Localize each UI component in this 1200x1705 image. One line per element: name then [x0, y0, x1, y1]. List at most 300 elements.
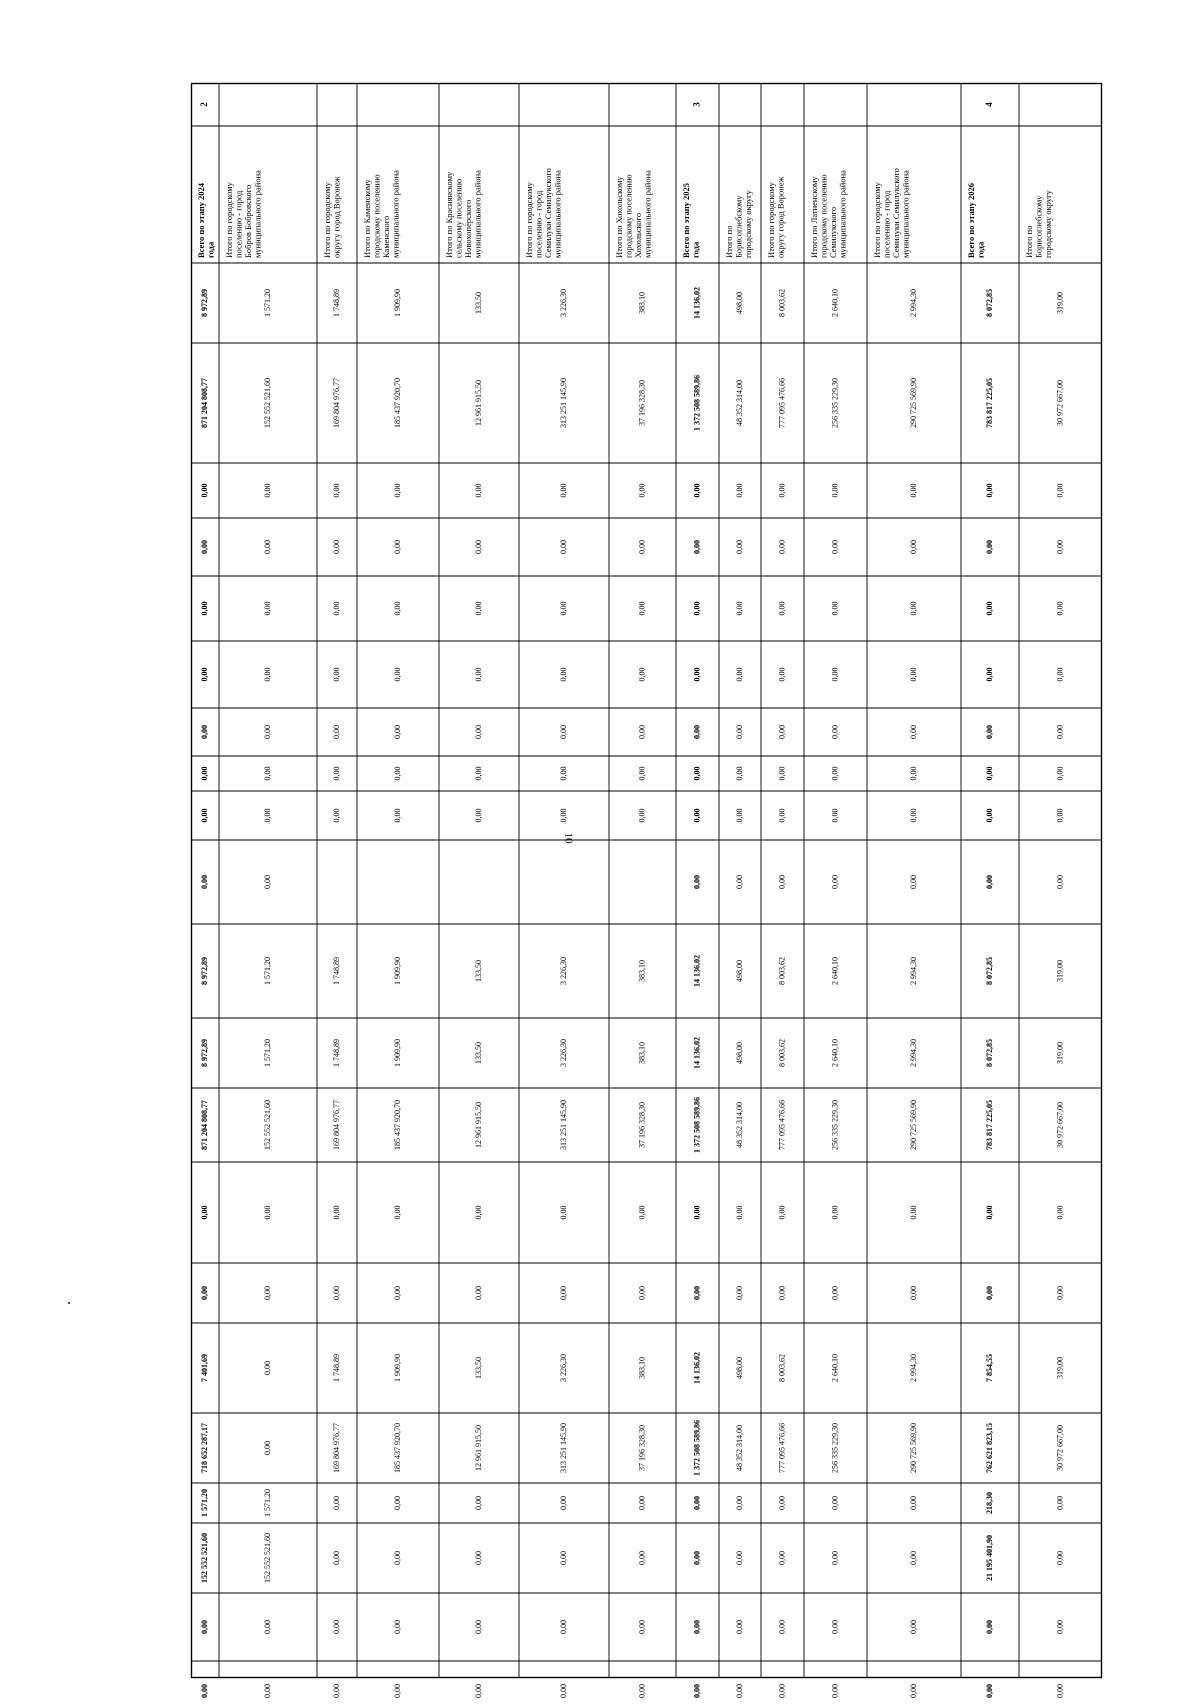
cell-value: 0,00 [392, 1551, 402, 1565]
cell-value: 0,00 [1055, 1496, 1065, 1510]
cell-value: 783 817 225,05 [984, 1100, 994, 1150]
cell-value: 0,00 [777, 1205, 787, 1220]
cell-value: 2 640,10 [830, 1039, 840, 1067]
cell-value: 48 352 314,00 [734, 1102, 744, 1148]
cell-value: 0,00 [262, 1620, 272, 1634]
cell-value: 169 804 976,77 [331, 1100, 341, 1150]
cell-value: 0,00 [692, 601, 702, 616]
table-border [192, 84, 1102, 1678]
cell-value: 0,00 [830, 1205, 840, 1220]
cell-value: 0,00 [199, 875, 209, 889]
cell-value: 3 226,30 [558, 957, 568, 985]
row-label-line: городскому округу [743, 190, 753, 258]
cell-value: 0,00 [558, 667, 568, 682]
cell-value: 0,00 [1055, 601, 1065, 616]
cell-value: 498,00 [734, 960, 744, 982]
cell-value: 0,00 [473, 766, 483, 781]
cell-value: 8 072,85 [984, 1039, 994, 1067]
cell-value: 0,00 [908, 1620, 918, 1634]
cell-value: 498,00 [734, 1357, 744, 1379]
cell-value: 0,00 [262, 483, 272, 498]
cell-value: 313 251 145,90 [558, 378, 568, 428]
cell-value: 0,00 [262, 766, 272, 781]
cell-value: 0,00 [199, 808, 209, 823]
cell-value: 0,00 [392, 540, 402, 554]
cell-value: 0,00 [331, 1205, 341, 1220]
cell-value: 0,00 [734, 1551, 744, 1565]
cell-value: 0,00 [637, 483, 647, 498]
cell-value: 0,00 [392, 483, 402, 498]
cell-value: 12 961 915,50 [473, 380, 483, 426]
cell-value: 0,00 [473, 483, 483, 498]
cell-value: 2 640,10 [830, 289, 840, 317]
cell-value: 0,00 [830, 1684, 840, 1698]
cell-value: 0,00 [558, 483, 568, 498]
cell-value: 1 372 508 589,86 [692, 375, 702, 431]
row-number: 3 [691, 102, 702, 107]
cell-value: 762 621 823,15 [984, 1423, 994, 1473]
cell-value: 0,00 [830, 808, 840, 823]
cell-value: 0,00 [908, 1684, 918, 1698]
table-row [1024, 189, 1064, 1705]
cell-value: 0,00 [331, 1286, 341, 1300]
cell-value: 0,00 [734, 1620, 744, 1634]
cell-value: 2 640,10 [830, 957, 840, 985]
cell-value: 0,00 [777, 667, 787, 682]
cell-value: 0,00 [392, 808, 402, 823]
cell-value: 1 571,20 [199, 1489, 209, 1517]
cell-value: 0,00 [734, 1496, 744, 1510]
cell-value: 0,00 [262, 601, 272, 616]
cell-value: 0,00 [1055, 1620, 1065, 1634]
cell-value: 1 748,89 [331, 1039, 341, 1067]
cell-value: 0,00 [558, 1496, 568, 1510]
cell-value: 0,00 [637, 667, 647, 682]
cell-value: 0,00 [984, 875, 994, 889]
cell-value: 30 972 667,00 [1055, 380, 1065, 426]
cell-value: 0,00 [637, 1684, 647, 1698]
row-label-line: Семилуки Семилукского [891, 168, 901, 258]
cell-value: 8 972,89 [199, 1039, 209, 1067]
cell-value: 0,00 [558, 808, 568, 823]
cell-value: 0,00 [692, 1286, 702, 1300]
cell-value: 1 571,20 [262, 1489, 272, 1517]
cell-value: 0,00 [473, 725, 483, 739]
cell-value: 319,00 [1055, 292, 1065, 314]
cell-value: 0,00 [777, 601, 787, 616]
cell-value: 498,00 [734, 292, 744, 314]
cell-value: 783 817 225,05 [984, 378, 994, 428]
cell-value: 0,00 [558, 766, 568, 781]
cell-value: 30 972 667,00 [1055, 1425, 1065, 1471]
row-label-line: года [690, 241, 701, 258]
row-label-line: округу город Воронеж [775, 176, 786, 258]
cell-value: 0,00 [908, 1286, 918, 1300]
cell-value: 0,00 [331, 725, 341, 739]
cell-value: 383,10 [637, 1042, 647, 1064]
cell-value: 0,00 [734, 1205, 744, 1220]
cell-value: 8 003,62 [777, 1039, 787, 1067]
cell-value: 0,00 [734, 483, 744, 498]
cell-value: 256 335 229,30 [830, 1423, 840, 1473]
cell-value: 0,00 [830, 601, 840, 616]
cell-value: 383,10 [637, 1357, 647, 1379]
cell-value: 0,00 [331, 1496, 341, 1510]
cell-value: 30 972 667,00 [1055, 1102, 1065, 1148]
table-row [444, 170, 483, 1705]
cell-value: 0,00 [199, 483, 209, 498]
table-row [614, 170, 653, 1705]
cell-value: 0,00 [473, 1620, 483, 1634]
cell-value: 0,00 [777, 483, 787, 498]
table-row [196, 102, 216, 1705]
cell-value: 0,00 [692, 1684, 702, 1698]
cell-value: 0,00 [734, 1684, 744, 1698]
cell-value: 0,00 [830, 1496, 840, 1510]
row-label-line: Итого по городскому [322, 182, 332, 258]
row-label-line: Итого по городскому [872, 182, 882, 258]
cell-value: 37 196 328,30 [637, 1102, 647, 1148]
cell-value: 0,00 [1055, 483, 1065, 498]
cell-value: 0,00 [1055, 1551, 1065, 1565]
cell-value: 0,00 [262, 875, 272, 889]
cell-value: 0,00 [1055, 725, 1065, 739]
cell-value: 0,00 [908, 1551, 918, 1565]
cell-value: 0,00 [199, 1684, 209, 1698]
cell-value: 48 352 314,00 [734, 1425, 744, 1471]
row-label-line: муниципального района [642, 170, 653, 258]
table-row [681, 102, 702, 1705]
cell-value: 0,00 [830, 1286, 840, 1300]
cell-value: 1 748,89 [331, 1354, 341, 1382]
cell-value: 0,00 [637, 1551, 647, 1565]
cell-value: 0,00 [262, 1441, 272, 1455]
cell-value: 319,00 [1055, 1042, 1065, 1064]
cell-value: 0,00 [392, 601, 402, 616]
cell-value: 0,00 [392, 1205, 402, 1220]
row-label-line: городскому поселению [371, 174, 382, 258]
row-label-line: Всего по этапу 2025 [681, 183, 691, 258]
cell-value: 0,00 [331, 483, 341, 498]
cell-value: 14 136,02 [692, 955, 702, 987]
cell-value: 0,00 [392, 766, 402, 781]
cell-value: 0,00 [199, 766, 209, 781]
scan-artifact [68, 1302, 70, 1304]
cell-value: 0,00 [637, 725, 647, 739]
row-label-line: муниципального района [837, 170, 848, 258]
cell-value: 0,00 [262, 1205, 272, 1220]
cell-value: 0,00 [692, 1620, 702, 1634]
row-label-line: Итого по Каменскому [362, 179, 372, 258]
row-label-line: Борисоглебскому [733, 195, 744, 258]
cell-value: 256 335 229,30 [830, 1100, 840, 1150]
cell-value: 133,50 [473, 1357, 483, 1379]
cell-value: 1 748,89 [331, 289, 341, 317]
cell-value: 14 136,02 [692, 1352, 702, 1384]
row-label-line: года [205, 241, 216, 258]
table-row [224, 170, 272, 1705]
cell-value: 8 003,62 [777, 1354, 787, 1382]
row-label-line: муниципального района [252, 170, 263, 258]
cell-value: 0,00 [558, 1205, 568, 1220]
cell-value: 0,00 [908, 875, 918, 889]
page-number: 10 [562, 832, 575, 844]
cell-value: 0,00 [734, 808, 744, 823]
cell-value: 0,00 [734, 667, 744, 682]
cell-value: 0,00 [262, 1361, 272, 1375]
cell-value: 0,00 [692, 1496, 702, 1510]
cell-value: 0,00 [558, 601, 568, 616]
cell-value: 8 072,85 [984, 957, 994, 985]
cell-value: 0,00 [637, 1620, 647, 1634]
cell-value: 0,00 [262, 540, 272, 554]
row-number: 2 [199, 102, 210, 107]
row-number: 4 [984, 102, 995, 107]
cell-value: 0,00 [692, 875, 702, 889]
cell-value: 0,00 [984, 667, 994, 682]
cell-value: 0,00 [558, 725, 568, 739]
row-label-line: Новохопёрского [463, 199, 473, 258]
cell-value: 1 571,20 [262, 289, 272, 317]
cell-value: 169 804 976,77 [331, 1423, 341, 1473]
cell-value: 0,00 [473, 1286, 483, 1300]
cell-value: 0,00 [830, 667, 840, 682]
cell-value: 0,00 [392, 1620, 402, 1634]
cell-value: 185 437 920,70 [392, 1423, 402, 1473]
cell-value: 0,00 [908, 725, 918, 739]
cell-value: 0,00 [777, 1620, 787, 1634]
cell-value: 152 552 521,60 [262, 378, 272, 428]
cell-value: 8 072,85 [984, 289, 994, 317]
cell-value: 1 372 508 589,86 [692, 1420, 702, 1476]
row-label-line: Итого по городскому [224, 182, 234, 258]
cell-value: 0,00 [199, 1286, 209, 1300]
table-row [766, 176, 786, 1705]
cell-value: 0,00 [692, 1551, 702, 1565]
cell-value: 8 003,62 [777, 957, 787, 985]
cell-value: 1 748,89 [331, 957, 341, 985]
cell-value: 2 640,10 [830, 1354, 840, 1382]
cell-value: 1 909,90 [392, 1354, 402, 1382]
cell-value: 0,00 [392, 725, 402, 739]
cell-value: 0,00 [1055, 1205, 1065, 1220]
cell-value: 1 909,90 [392, 957, 402, 985]
cell-value: 0,00 [473, 1551, 483, 1565]
cell-value: 21 195 401,90 [984, 1535, 994, 1581]
cell-value: 152 552 521,60 [262, 1100, 272, 1150]
row-label-line: Бобров Бобровского [243, 184, 253, 258]
cell-value: 0,00 [908, 1205, 918, 1220]
cell-value: 0,00 [558, 540, 568, 554]
table-row [966, 102, 994, 1705]
cell-value: 0,00 [777, 1286, 787, 1300]
cell-value: 0,00 [637, 766, 647, 781]
cell-value: 0,00 [331, 766, 341, 781]
cell-value: 3 226,30 [558, 1354, 568, 1382]
cell-value: 0,00 [637, 1205, 647, 1220]
cell-value: 313 251 145,90 [558, 1423, 568, 1473]
cell-value: 0,00 [908, 601, 918, 616]
cell-value: 3 226,30 [558, 289, 568, 317]
cell-value: 0,00 [984, 1620, 994, 1634]
cell-value: 290 725 569,90 [908, 378, 918, 428]
row-label-line: Всего по этапу 2024 [196, 183, 206, 258]
cell-value: 7 401,69 [199, 1354, 209, 1382]
cell-value: 7 854,55 [984, 1354, 994, 1382]
cell-value: 0,00 [777, 875, 787, 889]
cell-value: 0,00 [1055, 766, 1065, 781]
cell-value: 0,00 [692, 766, 702, 781]
cell-value: 8 972,89 [199, 957, 209, 985]
cell-value: 0,00 [637, 1286, 647, 1300]
cell-value: 0,00 [692, 1205, 702, 1220]
cell-value: 0,00 [199, 1620, 209, 1634]
cell-value: 0,00 [392, 1496, 402, 1510]
cell-value: 1 909,90 [392, 1039, 402, 1067]
row-label-line: городскому поселению [818, 174, 829, 258]
cell-value: 871 204 808,77 [199, 378, 209, 428]
cell-value: 0,00 [637, 808, 647, 823]
row-label-line: округу город Воронеж [331, 176, 342, 258]
cell-value: 0,00 [558, 1551, 568, 1565]
cell-value: 0,00 [692, 725, 702, 739]
cell-value: 777 095 476,66 [777, 1423, 787, 1473]
cell-value: 0,00 [908, 1496, 918, 1510]
cell-value: 0,00 [392, 1286, 402, 1300]
cell-value: 0,00 [984, 725, 994, 739]
cell-value: 0,00 [734, 875, 744, 889]
row-label-line: поселению - город [881, 190, 892, 258]
row-label-line: Семилуки Семилукского [543, 168, 553, 258]
cell-value: 0,00 [908, 667, 918, 682]
cell-value: 0,00 [692, 667, 702, 682]
cell-value: 0,00 [830, 1551, 840, 1565]
cell-value: 0,00 [734, 725, 744, 739]
cell-value: 0,00 [984, 483, 994, 498]
cell-value: 133,50 [473, 292, 483, 314]
row-label-line: Итого по Хохольскому [614, 176, 624, 258]
cell-value: 0,00 [908, 540, 918, 554]
row-label-line: муниципального района [552, 170, 563, 258]
cell-value: 0,00 [262, 1286, 272, 1300]
cell-value: 2 994,30 [908, 1039, 918, 1067]
cell-value: 0,00 [473, 540, 483, 554]
table-row [809, 170, 848, 1705]
cell-value: 0,00 [637, 540, 647, 554]
row-label-line: поселению - город [533, 190, 544, 258]
cell-value: 37 196 328,30 [637, 1425, 647, 1471]
cell-value: 256 335 229,30 [830, 378, 840, 428]
cell-value: 0,00 [1055, 667, 1065, 682]
cell-value: 0,00 [777, 1684, 787, 1698]
cell-value: 0,00 [331, 808, 341, 823]
row-label-line: Итого по городскому [766, 182, 776, 258]
cell-value: 319,00 [1055, 960, 1065, 982]
cell-value: 0,00 [473, 1496, 483, 1510]
cell-value: 313 251 145,90 [558, 1100, 568, 1150]
cell-value: 2 994,30 [908, 957, 918, 985]
cell-value: 0,00 [830, 1620, 840, 1634]
cell-value: 0,00 [637, 1496, 647, 1510]
cell-value: 12 961 915,50 [473, 1425, 483, 1471]
cell-value: 133,50 [473, 1042, 483, 1064]
row-label-line: сельскому поселению [453, 178, 464, 258]
cell-value: 0,00 [262, 725, 272, 739]
cell-value: 0,00 [734, 601, 744, 616]
cell-value: 218,30 [984, 1492, 994, 1514]
row-label-line: Итого по городскому [524, 182, 534, 258]
cell-value: 0,00 [777, 540, 787, 554]
table-row [322, 176, 342, 1705]
cell-value: 0,00 [199, 667, 209, 682]
cell-value: 185 437 920,70 [392, 378, 402, 428]
cell-value: 0,00 [830, 483, 840, 498]
cell-value: 3 226,30 [558, 1039, 568, 1067]
cell-value: 0,00 [984, 540, 994, 554]
cell-value: 0,00 [473, 1684, 483, 1698]
row-label-line: Каменского [381, 215, 391, 258]
cell-value: 0,00 [1055, 875, 1065, 889]
cell-value: 777 095 476,66 [777, 1100, 787, 1150]
cell-value: 0,00 [692, 808, 702, 823]
cell-value: 0,00 [777, 808, 787, 823]
cell-value: 0,00 [199, 725, 209, 739]
cell-value: 0,00 [908, 766, 918, 781]
cell-value: 0,00 [1055, 1286, 1065, 1300]
cell-value: 0,00 [199, 601, 209, 616]
cell-value: 0,00 [558, 1286, 568, 1300]
cell-value: 0,00 [558, 1620, 568, 1634]
cell-value: 0,00 [331, 1551, 341, 1565]
cell-value: 0,00 [558, 1684, 568, 1698]
cell-value: 290 725 569,90 [908, 1423, 918, 1473]
cell-value: 0,00 [984, 808, 994, 823]
row-label-line: муниципального района [390, 170, 401, 258]
cell-value: 0,00 [830, 875, 840, 889]
cell-value: 0,00 [1055, 1684, 1065, 1698]
row-label-line: городскому поселению [623, 174, 634, 258]
row-label-line: года [975, 241, 986, 258]
cell-value: 0,00 [262, 808, 272, 823]
cell-value: 0,00 [473, 1205, 483, 1220]
cell-value: 0,00 [692, 483, 702, 498]
cell-value: 0,00 [331, 1620, 341, 1634]
cell-value: 0,00 [777, 1551, 787, 1565]
cell-value: 0,00 [734, 766, 744, 781]
cell-value: 871 204 808,77 [199, 1100, 209, 1150]
cell-value: 0,00 [331, 601, 341, 616]
cell-value: 0,00 [908, 483, 918, 498]
cell-value: 0,00 [984, 1205, 994, 1220]
cell-value: 0,00 [392, 1684, 402, 1698]
row-label-line: муниципального района [472, 170, 483, 258]
cell-value: 1 909,90 [392, 289, 402, 317]
cell-value: 14 136,02 [692, 287, 702, 319]
row-label-line: городскому округу [1043, 190, 1053, 258]
cell-value: 0,00 [199, 1205, 209, 1220]
budget-table [191, 83, 1102, 1698]
cell-value: 0,00 [1055, 540, 1065, 554]
cell-value: 8 972,89 [199, 289, 209, 317]
cell-value: 12 961 915,50 [473, 1102, 483, 1148]
row-label-line: муниципального района [900, 170, 911, 258]
cell-value: 152 552 521,60 [262, 1533, 272, 1583]
cell-value: 0,00 [830, 540, 840, 554]
cell-value: 0,00 [830, 766, 840, 781]
cell-value: 0,00 [473, 667, 483, 682]
cell-value: 0,00 [637, 601, 647, 616]
cell-value: 383,10 [637, 292, 647, 314]
